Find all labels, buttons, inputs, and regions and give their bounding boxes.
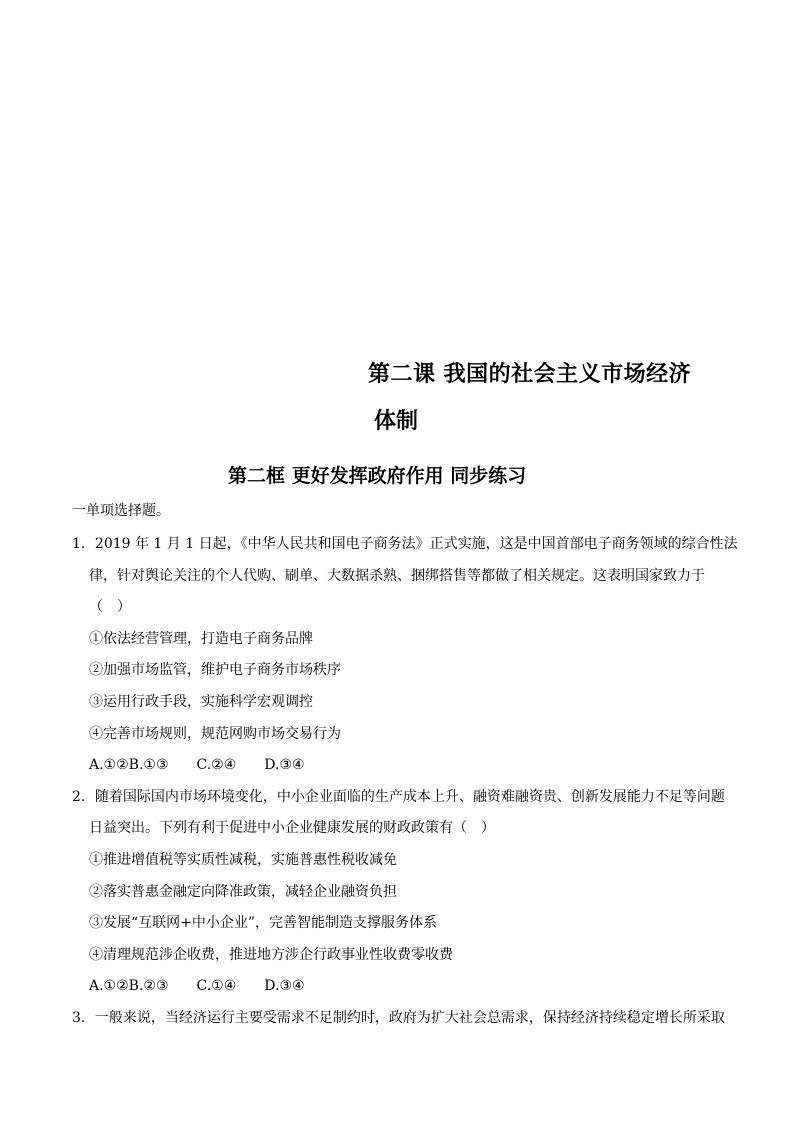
section-subtitle: 第二框 更好发挥政府作用 同步练习 — [228, 465, 527, 487]
question-2-option-3: ③发展“互联网+中小企业”，完善智能制造支撑服务体系 — [89, 915, 438, 931]
question-1-option-1: ①依法经营管理，打造电子商务品牌 — [89, 631, 313, 647]
question-2-line-1: 2．随着国际国内市场环境变化，中小企业面临的生产成本上升、融资难融资贵、创新发展能力不足等问题 — [72, 789, 725, 805]
question-2-choice-b: B.②③ — [128, 978, 169, 994]
question-2-option-1: ①推进增值税等实质性减税，实施普惠性税收减免 — [89, 852, 397, 868]
question-1-line-2: 律，针对舆论关注的个人代购、刷单、大数据杀熟、捆绑搭售等都做了相关规定。这表明国家致力于 — [89, 568, 705, 584]
lesson-title: 第二课 我国的社会主义市场经济 — [368, 361, 692, 387]
question-2-choice-a: A.①② — [89, 978, 129, 994]
question-1-option-3: ③运用行政手段，实施科学宏观调控 — [89, 694, 313, 710]
section-heading: 一单项选择题。 — [72, 503, 170, 519]
question-2-choice-d: D.③④ — [264, 978, 305, 994]
question-1-choice-b: B.①③ — [128, 757, 169, 773]
question-1-choice-c: C.②④ — [196, 757, 237, 773]
lesson-title-continued: 体制 — [374, 408, 419, 434]
question-2-choice-c: C.①④ — [196, 978, 237, 994]
question-1-option-2: ②加强市场监管，维护电子商务市场秩序 — [89, 662, 341, 678]
question-1-choice-d: D.③④ — [264, 757, 305, 773]
question-2-option-2: ②落实普惠金融定向降准政策，减轻企业融资负担 — [89, 884, 397, 900]
question-2-line-2: 日益突出。下列有利于促进中小企业健康发展的财政政策有（ ） — [89, 820, 495, 836]
question-1-option-4: ④完善市场规则，规范网购市场交易行为 — [89, 726, 341, 742]
question-1-line-1: 1．2019 年 1 月 1 日起，《中华人民共和国电子商务法》正式实施，这是中国首部电子商务领域的综合性法 — [72, 536, 738, 552]
question-2-choices — [89, 977, 305, 995]
question-1-line-3: （ ） — [89, 599, 131, 615]
question-1-choice-a: A.①② — [89, 757, 129, 773]
question-3-line-1: 3．一般来说，当经济运行主要受需求不足制约时，政府为扩大社会总需求，保持经济持续稳定增长所采取 — [72, 1010, 725, 1026]
question-2-option-4: ④清理规范涉企收费，推进地方涉企行政事业性收费零收费 — [89, 947, 453, 963]
question-1-choices — [89, 756, 305, 774]
